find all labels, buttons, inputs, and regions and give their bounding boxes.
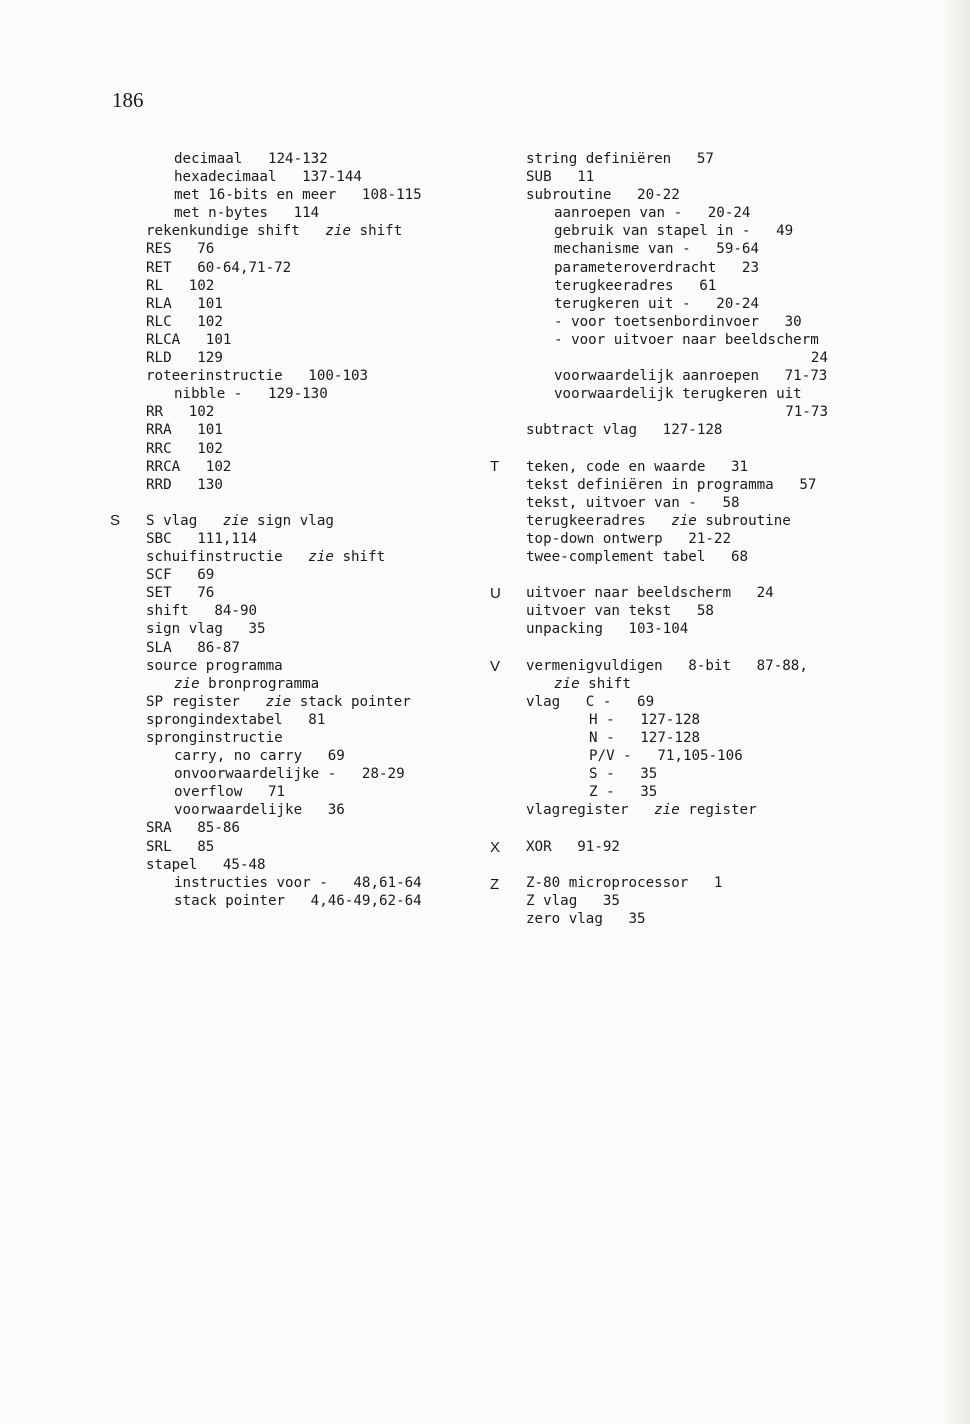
index-entry: SRL 85: [146, 838, 215, 855]
index-entry: uitvoer naar beeldscherm 24: [526, 585, 774, 602]
index-entry: subroutine 20-22: [526, 187, 680, 204]
index-entry: SET 76: [146, 585, 215, 602]
index-entry-continuation: 71-73: [785, 404, 828, 421]
index-entry: RES 76: [146, 241, 215, 258]
index-entry: unpacking 103-104: [526, 621, 689, 638]
index-entry: twee-complement tabel 68: [526, 549, 749, 566]
index-entry: SCF 69: [146, 567, 215, 584]
index-entry: tekst definiëren in programma 57: [526, 476, 817, 493]
index-entry: overflow 71: [174, 784, 286, 801]
index-entry: RET 60-64,71-72: [146, 259, 292, 276]
index-entry: instructies voor - 48,61-64: [174, 874, 422, 891]
section-letter-s: S: [110, 512, 121, 529]
page-number: 186: [112, 88, 144, 112]
index-entry: SBC 111,114: [146, 530, 258, 547]
spacer: [526, 856, 856, 874]
index-entry: terugkeeradres zie subroutine: [526, 512, 791, 529]
index-entry: RLD 129: [146, 350, 223, 367]
index-entry: RRA 101: [146, 422, 223, 439]
index-entry: vermenigvuldigen 8-bit 87-88,: [526, 657, 808, 674]
index-entry: terugkeeradres 61: [554, 277, 717, 294]
index-entry: decimaal 124-132: [174, 151, 328, 167]
section-letter-v: V: [490, 658, 501, 675]
index-entry: sign vlag 35: [146, 621, 266, 638]
index-entry: voorwaardelijke 36: [174, 802, 345, 819]
index-entry: vlagregister zie register: [526, 802, 757, 819]
index-entry: met 16-bits en meer 108-115: [174, 187, 422, 204]
spacer: [526, 819, 856, 837]
index-entry: Z - 35: [589, 784, 658, 801]
index-entry: Z vlag 35: [526, 892, 620, 909]
index-entry: shift 84-90: [146, 603, 258, 620]
index-entry: RLC 102: [146, 313, 223, 330]
index-entry: mechanisme van - 59-64: [554, 241, 759, 258]
section-letter-z: Z: [490, 876, 500, 893]
section-letter-u: U: [490, 585, 501, 602]
index-entry: - voor toetsenbordinvoer 30: [554, 313, 802, 330]
index-entry: - voor uitvoer naar beeldscherm: [554, 331, 819, 348]
index-entry: zie shift: [554, 675, 631, 692]
index-entry: S vlag zie sign vlag: [146, 512, 334, 529]
index-entry-continuation: 24: [810, 350, 828, 367]
index-entry: nibble - 129-130: [174, 386, 328, 403]
section-letter-t: T: [490, 458, 500, 475]
index-entry: SUB 11: [526, 169, 595, 186]
index-entry: vlag C - 69: [526, 693, 655, 710]
index-entry: voorwaardelijk terugkeren uit: [554, 386, 802, 403]
index-entry: voorwaardelijk aanroepen 71-73: [554, 368, 828, 385]
index-entry: gebruik van stapel in - 49: [554, 223, 794, 240]
index-column-right: [526, 150, 856, 928]
index-entry: spronginstructie: [146, 730, 283, 746]
page-edge-shadow: [940, 0, 970, 1424]
index-entry: XOR 91-92: [526, 838, 620, 855]
spacer: [526, 639, 856, 657]
index-entry: SLA 86-87: [146, 639, 240, 656]
index-entry: RLA 101: [146, 295, 223, 312]
index-entry: RL 102: [146, 277, 215, 294]
index-entry: SRA 85-86: [146, 820, 240, 837]
index-entry: teken, code en waarde 31: [526, 458, 749, 475]
index-entry: RLCA 101: [146, 331, 232, 348]
index-entry: zie bronprogramma: [174, 675, 320, 692]
index-entry: SP register zie stack pointer: [146, 693, 411, 710]
index-entry: onvoorwaardelijke - 28-29: [174, 766, 405, 783]
index-entry: P/V - 71,105-106: [589, 748, 743, 765]
index-entry: tekst, uitvoer van - 58: [526, 494, 740, 511]
index-entry: H - 127-128: [589, 711, 701, 728]
index-entry: string definiëren 57: [526, 151, 714, 167]
index-entry: sprongindextabel 81: [146, 711, 326, 728]
index-entry: aanroepen van - 20-24: [554, 205, 751, 222]
spacer: [146, 494, 476, 512]
index-column-left: [146, 150, 476, 910]
index-entry: hexadecimaal 137-144: [174, 169, 362, 186]
index-entry: carry, no carry 69: [174, 748, 345, 765]
index-entry: rekenkundige shift zie shift: [146, 223, 403, 240]
index-entry: RRD 130: [146, 476, 223, 493]
index-entry: parameteroverdracht 23: [554, 259, 759, 276]
index-entry: S - 35: [589, 766, 658, 783]
index-entry: stack pointer 4,46-49,62-64: [174, 892, 422, 909]
index-entry: stapel 45-48: [146, 856, 266, 873]
index-entry: N - 127-128: [589, 730, 701, 746]
index-entry: uitvoer van tekst 58: [526, 603, 714, 620]
index-entry: RRCA 102: [146, 458, 232, 475]
index-entry: RR 102: [146, 404, 215, 421]
index-entry: source programma: [146, 657, 283, 674]
index-entry: roteerinstructie 100-103: [146, 368, 369, 385]
index-entry: Z-80 microprocessor 1: [526, 874, 723, 891]
index-entry: terugkeren uit - 20-24: [554, 295, 759, 312]
index-entry: top-down ontwerp 21-22: [526, 530, 731, 547]
index-entry: RRC 102: [146, 440, 223, 457]
spacer: [526, 440, 856, 458]
index-entry: schuifinstructie zie shift: [146, 549, 386, 566]
index-entry: zero vlag 35: [526, 910, 646, 927]
index-entry: subtract vlag 127-128: [526, 422, 723, 439]
section-letter-x: X: [490, 839, 501, 856]
index-entry: met n-bytes 114: [174, 205, 320, 222]
spacer: [526, 566, 856, 584]
